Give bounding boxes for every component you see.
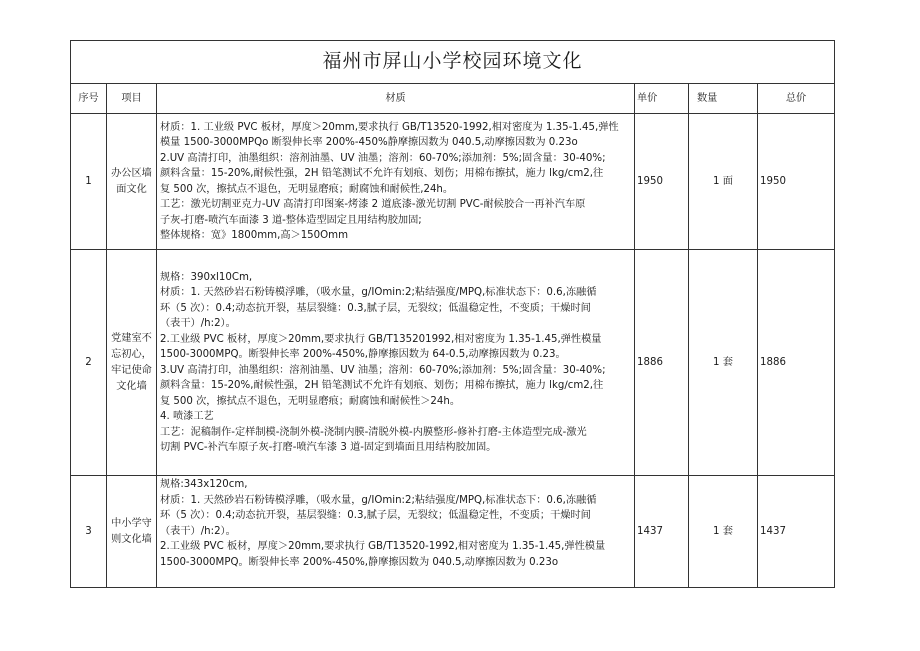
row-item: 办公区墙面文化 — [107, 114, 157, 250]
row-material — [157, 114, 635, 250]
material-line: 复 500 次，擦拭点不退色，无明显磨痕；耐腐蚀和耐候性,24h。 — [160, 183, 454, 195]
row-seq: 3 — [71, 476, 107, 588]
material-line: 规格:343x120cm, — [160, 479, 248, 490]
table-row — [71, 476, 835, 588]
material-line: 2.UV 高清打印，油墨组织：溶剂油墨、UV 油墨；溶剂：60-70%;添加剂：5%;固含量：30-40%; — [160, 152, 606, 164]
row-quantity: 1 套 — [689, 250, 758, 476]
header-row — [71, 84, 835, 114]
header-total: 总价 — [758, 84, 835, 114]
material-line: 整体规格：宽》1800mm,高＞150Omm — [160, 230, 349, 241]
title-row — [71, 41, 835, 84]
header-seq: 序号 — [71, 84, 107, 114]
material-line: （表干）/h:2）。 — [160, 525, 236, 537]
material-line: 颜料含量：15-20%,耐候性强，2H 铅笔测试不允许有划痕、划伤；用棉布擦拭，施力 lkg∕cm2,往 — [160, 168, 604, 179]
material-line: 4. 喷漆工艺 — [160, 411, 214, 422]
quotation-table — [70, 40, 835, 588]
row-total: 1886 — [758, 250, 835, 476]
row-seq: 2 — [71, 250, 107, 476]
row-quantity: 1 套 — [689, 476, 758, 588]
material-line: 材质：1. 天然砂岩石粉铸模浮雕，（吸水量，g/IOmin:2;粘结强度/MPQ,标准状态下：0.6,冻融循 — [160, 494, 597, 506]
material-line: 工艺：泥稿制作-定样制模-浇制外模-浇制内膜-清脱外模-内膜整形-修补打磨-主体造型完成-激光 — [160, 426, 587, 438]
material-line: 切割 PVC-补汽车原子灰-打磨-喷汽车漆 3 道-固定到墙面且用结构胶加固。 — [160, 442, 497, 453]
row-material — [157, 250, 635, 476]
material-line: 1500-3000MPQ。断裂伸长率 200%-450%,静摩擦因数为 64-0.5,动摩擦因数为 0.23。 — [160, 349, 566, 360]
row-unit-price: 1950 — [635, 114, 689, 250]
row-unit-price: 1437 — [635, 476, 689, 588]
material-line: 环（5 次）：0.4;动态抗开裂，基层裂缝：0.3,腻子层，无裂纹；低温稳定性，不变质；干燥时间 — [160, 302, 591, 314]
row-quantity: 1 面 — [689, 114, 758, 250]
row-seq: 1 — [71, 114, 107, 250]
table-row — [71, 114, 835, 250]
material-line: 2.工业级 PVC 板材，厚度＞20mm,要求执行 GB/T13520-1992,相对密度为 1.35-1.45,弹性模量 — [160, 541, 606, 552]
page-title: 福州市屏山小学校园环境文化 — [71, 41, 835, 84]
material-line: 材质：1. 天然砂岩石粉铸模浮雕，（吸水量，g/IOmin:2;粘结强度/MPQ,标准状态下：0.6,冻融循 — [160, 287, 597, 298]
material-line: 规格：390xl10Cm, — [160, 271, 253, 283]
row-item: 中小学守则文化墙 — [107, 476, 157, 588]
table-row — [71, 250, 835, 476]
material-line: 模量 1500-3000MPQo 断裂伸长率 200%-450%静摩擦因数为 040.5,动摩擦因数为 0.23o — [160, 137, 578, 148]
header-material: 材质 — [157, 84, 635, 114]
material-line: （表干）/h:2）。 — [160, 318, 236, 329]
material-line: 环（5 次）：0.4;动态抗开裂，基层裂缝：0.3,腻子层，无裂纹；低温稳定性，不变质；干燥时间 — [160, 510, 591, 521]
material-line: 2.工业级 PVC 板材，厚度＞20mm,要求执行 GB/T135201992,相对密度为 1.35-1.45,弹性模量 — [160, 333, 602, 345]
material-line: 复 500 次，擦拭点不退色，无明显磨痕；耐腐蚀和耐候性＞24h。 — [160, 395, 461, 407]
header-unit-price: 单价 — [635, 84, 689, 114]
row-total: 1950 — [758, 114, 835, 250]
row-material — [157, 476, 635, 588]
material-line: 3.UV 高清打印，油墨组织：溶剂油墨、UV 油墨；溶剂：60-70%;添加剂：5%;固含量：30-40%; — [160, 364, 606, 376]
material-line: 材质：1. 工业级 PVC 板材，厚度＞20mm,要求执行 GB/T13520-1992,相对密度为 1.35-1.45,弹性 — [160, 121, 619, 133]
material-line: 工艺：激光切割亚克力-UV 高清打印图案-烤漆 2 道底漆-激光切割 PVC-耐候胶合一再补汽车原 — [160, 199, 586, 210]
header-quantity: 数量 — [689, 84, 758, 114]
material-line: 1500-3000MPQ。断裂伸长率 200%-450%,静摩擦因数为 040.5,动摩擦因数为 0.23o — [160, 556, 559, 568]
row-total: 1437 — [758, 476, 835, 588]
header-item: 项目 — [107, 84, 157, 114]
row-unit-price: 1886 — [635, 250, 689, 476]
material-line: 子灰-打磨-喷汽车面漆 3 道-整体造型固定且用结构胶加固; — [160, 214, 422, 226]
row-item: 党建室不忘初心，牢记使命文化墙 — [107, 250, 157, 476]
material-line: 颜料含量：15-20%,耐候性强，2H 铅笔测试不允许有划痕、划伤；用棉布擦拭，施力 lkg∕cm2,往 — [160, 380, 604, 391]
